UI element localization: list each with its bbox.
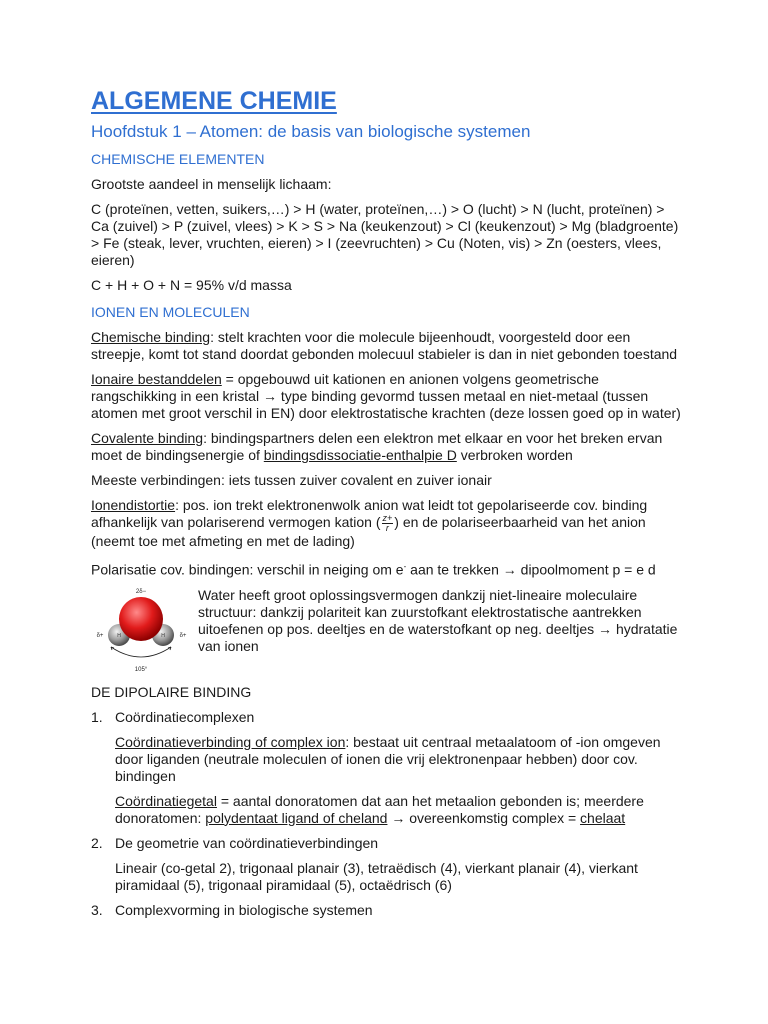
list-item [91,835,681,894]
coordination-number-paragraph [115,793,681,827]
section-heading-ions: IONEN EN MOLECULEN [91,304,250,320]
ionic-text: = opgebouwd uit kationen en anionen volgens geometrische rangschikking in een kristal → type binding gevormd tussen metaal en niet-metaal (tussen atomen met groot verschil in EN) door elektrostatische krachten (deze lossen goed op in water) [91,371,681,421]
document-content [91,86,681,919]
hydrogen-label-right: H [161,632,165,639]
ionic-term: Ionaire bestanddelen [91,371,222,387]
distortion-paragraph [91,497,681,550]
electron-charge-sup: - [403,562,407,571]
covalent-text-2: verbroken worden [456,447,573,463]
partial-positive-label-left: δ+ [96,632,104,639]
elements-order: C (proteïnen, vetten, suikers,…) > H (water, proteïnen,…) > O (lucht) > N (lucht, proteïnen) > Ca (zuivel) > P (zuivel, vlees) > K > S > Na (keukenzout) > Cl (keukenzout) > Mg (bladgroente) > Fe (steak, lever, vruchten, eieren) > I (zeevruchten) > Cu (Noten, vis) > Zn (oesters, vlees, eieren) [91,201,679,268]
section-heading-dipolar: DE DIPOLAIRE BINDING [91,683,252,700]
polydentate-term: polydentaat ligand of cheland [205,809,388,826]
fraction-numerator: z+ [382,513,393,523]
polarisation-paragraph [91,558,681,579]
page-title: ALGEMENE CHEMIE [91,87,337,115]
oxygen-atom [119,597,163,641]
coordination-number-text-1: = aantal donoratomen dat aan het metaalion gebonden is; meerdere donoratomen: [115,792,644,826]
covalent-term: Covalente binding [91,430,204,446]
list-number: 1. [91,708,103,725]
covalent-term-2: bindingsdissociatie-enthalpie D [263,447,457,463]
water-paragraph: Water heeft groot oplossingsvermogen dankzij niet-lineaire moleculaire structuur: dankzij polariteit kan zuurstofkant elektrostatische aantrekken uitoefenen op pos. deeltjes en de waterstofkant op neg. deeltjes → hydratatie van ionen [198,586,678,654]
hydrogen-label-left: H [117,632,121,639]
most-compounds: Meeste verbindingen: iets tussen zuiver covalent en zuiver ionair [91,472,492,488]
coordination-compound-text: : bestaat uit centraal metaalatoom of -ion omgeven door liganden (neutrale moleculen of ionen die vrij elektronenpaar hebben) door cov. bindingen [115,733,661,784]
list-item [91,709,681,827]
polarizing-fraction [382,514,394,533]
distortion-text-2: ) en de polariseerbaarheid van het anion (neemt toe met afmeting en met de lading) [91,514,646,549]
coordination-number-term: Coördinatiegetal [115,792,217,809]
elements-intro: Grootste aandeel in menselijk lichaam: [91,176,332,192]
partial-negative-label: 2δ− [135,588,147,595]
list-item [91,902,681,919]
list-item-title: De geometrie van coördinatieverbindingen [115,834,379,851]
section-heading-elements: CHEMISCHE ELEMENTEN [91,151,265,167]
chem-binding-text: : stelt krachten voor die molecule bijeenhoudt, voorgesteld door een streepje, komt tot stand doordat gebonden molecuul stabieler is dan in niet gebonden toestand [91,329,678,362]
distortion-term: Ionendistortie [91,497,176,513]
bond-angle-label: 105° [134,666,148,673]
dipolar-list [91,709,681,919]
water-molecule-figure [91,585,191,673]
chelate-term: chelaat [580,809,626,826]
list-number: 2. [91,834,103,851]
list-number: 3. [91,901,103,918]
covalent-paragraph [91,430,681,464]
polarisation-text-1: Polarisatie cov. bindingen: verschil in neiging om e [91,561,404,578]
ionic-paragraph [91,371,681,422]
chem-binding-paragraph [91,329,681,363]
list-item-title: Complexvorming in biologische systemen [115,901,373,918]
bond-angle-arc [111,647,171,657]
chem-binding-term: Chemische binding [91,329,211,345]
elements-mass: C + H + O + N = 95% v/d massa [91,277,292,293]
geometry-paragraph: Lineair (co-getal 2), trigonaal planair (3), tetraëdisch (4), vierkant planair (4), vierkant piramidaal (5), trigonaal piramidaal (5), octaëdrisch (6) [115,859,638,893]
covalent-text-1: : bindingspartners delen een elektron met elkaar en voor het breken ervan moet de bindingsenergie of [91,430,663,463]
water-block [91,585,681,673]
polarisation-text-2: aan te trekken → dipoolmoment p = e d [406,561,656,578]
coordination-compound-term: Coördinatieverbinding of complex ion [115,733,346,750]
distortion-text-1: : pos. ion trekt elektronenwolk anion wat leidt tot gepolariseerde cov. binding afhankelijk van polariserend vermogen kation ( [91,497,648,531]
chapter-title: Hoofdstuk 1 – Atomen: de basis van biologische systemen [91,122,531,141]
coordination-number-text-2: → overeenkomstig complex = [387,809,581,826]
list-item-title: Coördinatiecomplexen [115,708,255,725]
fraction-denominator: r [385,523,389,533]
coordination-compound-paragraph [115,734,681,785]
partial-positive-label-right: δ+ [179,632,187,639]
